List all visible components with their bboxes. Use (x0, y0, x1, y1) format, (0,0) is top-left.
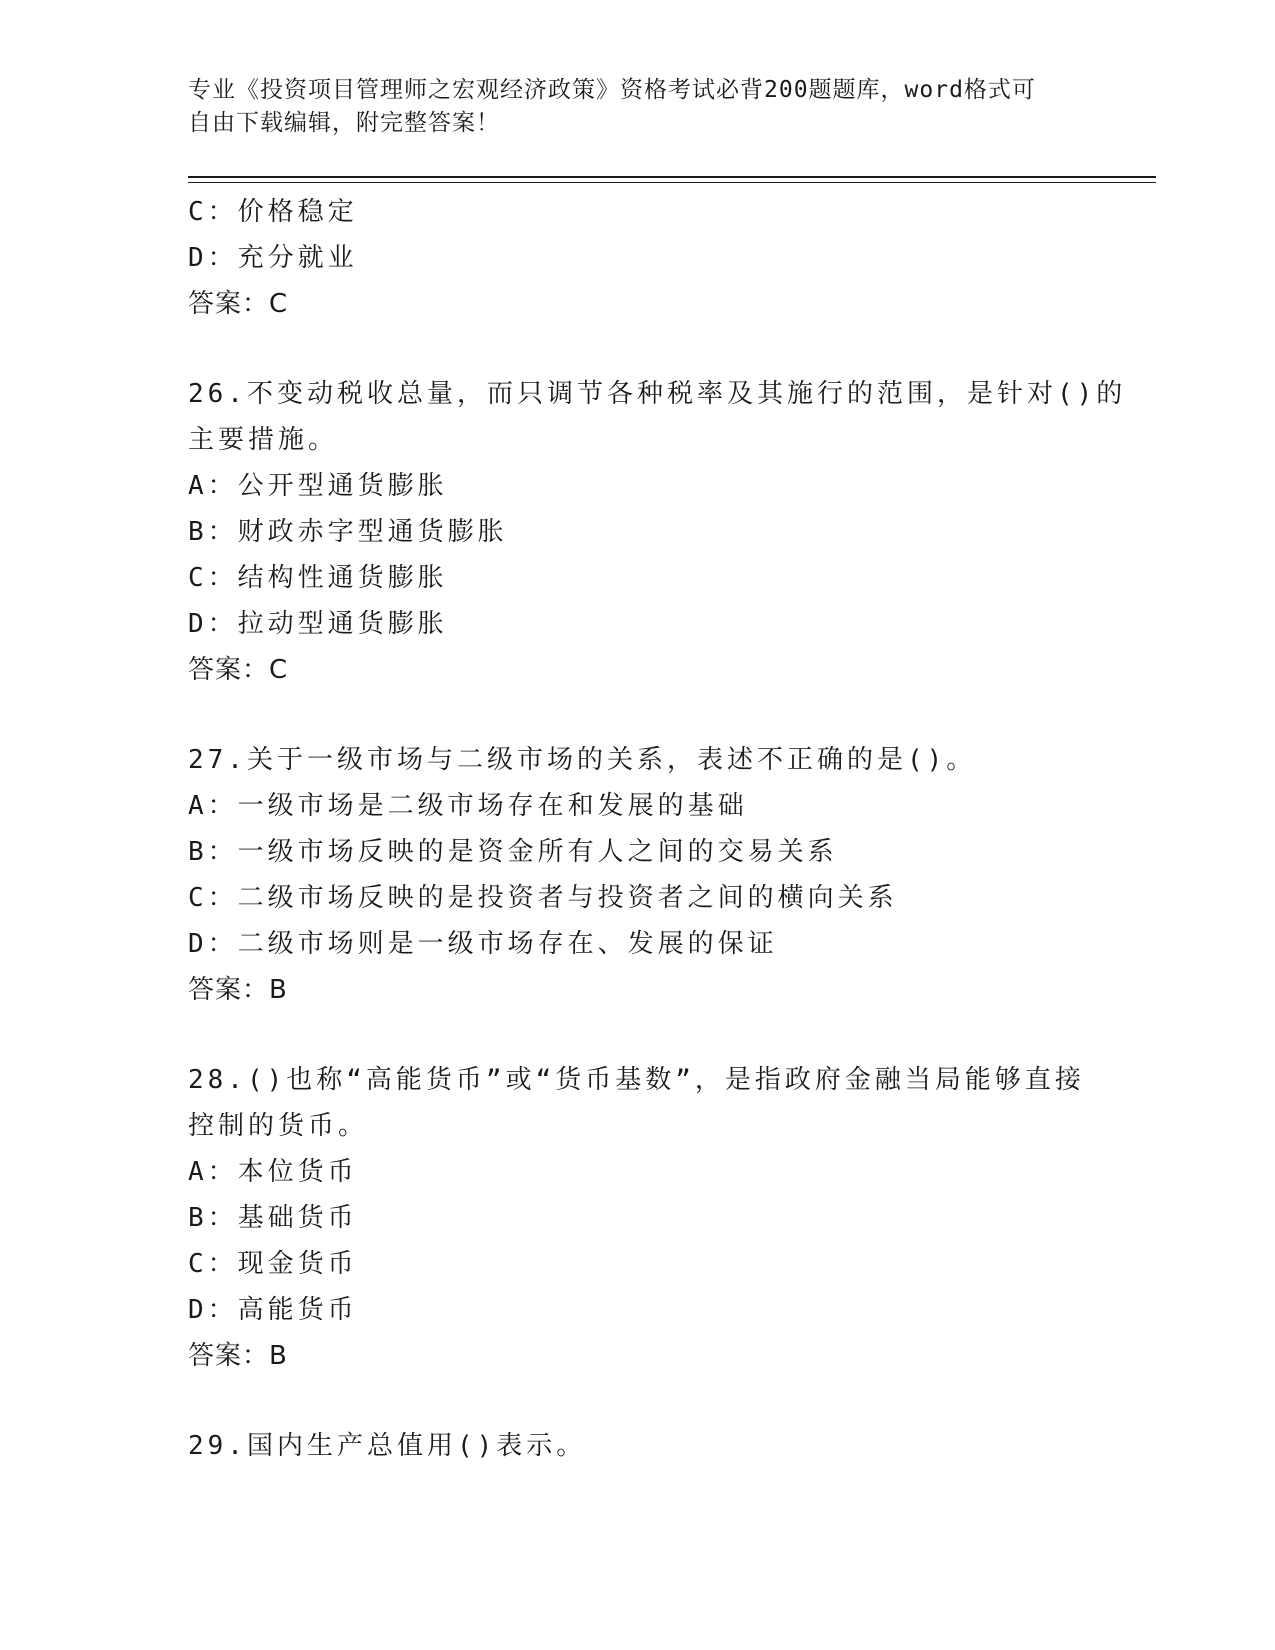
question-29 (188, 1423, 1108, 1469)
header-divider-thick (188, 176, 1156, 178)
option-c: C：二级市场反映的是投资者与投资者之间的横向关系 (188, 883, 898, 913)
question-stem-continued: 主要措施。 (188, 425, 339, 455)
question-list (188, 189, 1127, 1469)
option-b: B：基础货币 (188, 1203, 358, 1233)
question-26 (188, 371, 1127, 693)
option-d: D：二级市场则是一级市场存在、发展的保证 (188, 929, 778, 959)
question-28 (188, 1057, 1108, 1379)
header-line-1: 专业《投资项目管理师之宏观经济政策》资格考试必背200题题库，word格式可 (188, 77, 1036, 103)
answer: 答案：C (188, 289, 289, 319)
option-a: A：一级市场是二级市场存在和发展的基础 (188, 791, 748, 821)
answer: 答案：B (188, 975, 288, 1005)
spacer (188, 693, 1108, 737)
question-27 (188, 737, 1108, 1013)
option-a: A：本位货币 (188, 1157, 358, 1187)
question-stem: 27.关于一级市场与二级市场的关系，表述不正确的是()。 (188, 745, 977, 775)
option-c: C：结构性通货膨胀 (188, 563, 448, 593)
option-d: D：充分就业 (188, 243, 358, 273)
option-d: D：拉动型通货膨胀 (188, 609, 448, 639)
option-b: B：财政赤字型通货膨胀 (188, 517, 508, 547)
header-divider-thin (188, 182, 1156, 183)
question-stem-continued: 控制的货币。 (188, 1111, 369, 1141)
spacer (188, 1379, 1108, 1423)
option-c: C：价格稳定 (188, 197, 358, 227)
option-c: C：现金货币 (188, 1249, 358, 1279)
option-b: B：一级市场反映的是资金所有人之间的交易关系 (188, 837, 838, 867)
question-stem: 29.国内生产总值用()表示。 (188, 1431, 587, 1461)
spacer (188, 1013, 1108, 1057)
question-25-tail (188, 189, 1108, 327)
question-stem: 28.()也称“高能货币”或“货币基数”，是指政府金融当局能够直接 (188, 1065, 1085, 1095)
spacer (188, 327, 1108, 371)
option-a: A：公开型通货膨胀 (188, 471, 448, 501)
header-line-2: 自由下载编辑，附完整答案！ (188, 110, 500, 136)
option-d: D：高能货币 (188, 1295, 358, 1325)
page-header (188, 74, 1068, 140)
answer: 答案：B (188, 1341, 288, 1371)
question-stem: 26.不变动税收总量，而只调节各种税率及其施行的范围，是针对()的 (188, 379, 1127, 409)
answer: 答案：C (188, 655, 289, 685)
